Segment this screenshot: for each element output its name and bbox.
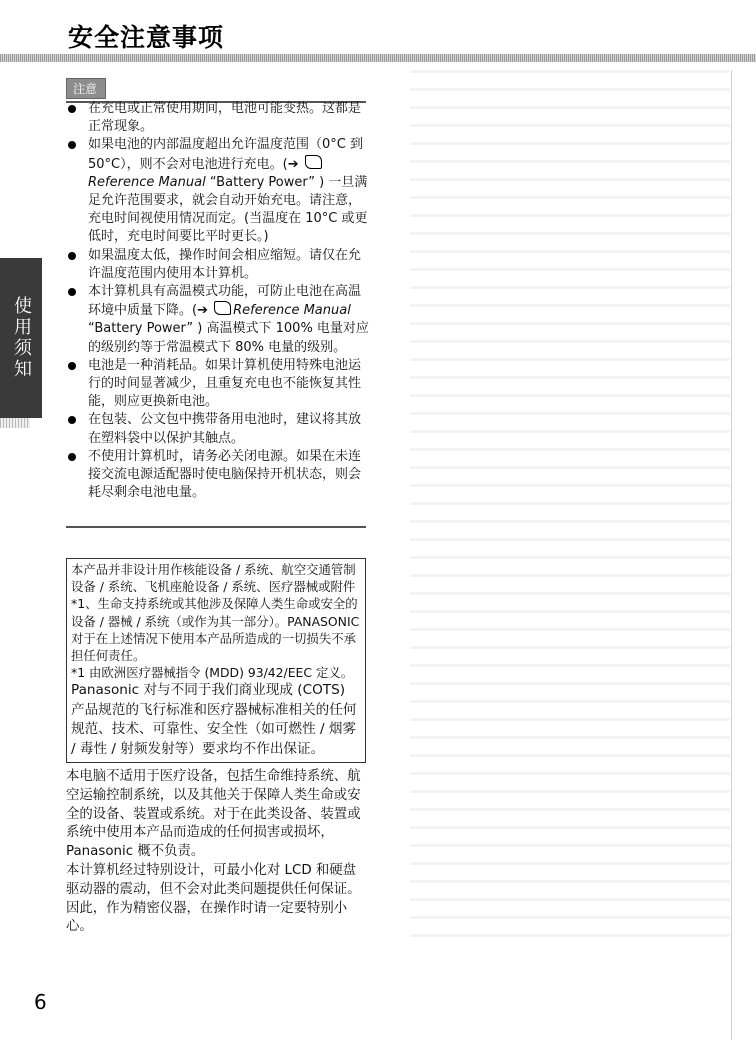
bullet-icon [68,288,76,296]
bullet-icon [68,105,76,113]
manual-book-icon [214,301,231,315]
bullet-icon [68,416,76,424]
caution-item-text: 在包装、公文包中携带备用电池时，建议将其放在塑料袋中以保护其触点。 [88,412,362,446]
caution-item-text: “Battery Power” ) 高温模式下 100% 电量对应的级别约等于常温模式下 80% 电量的级别。 [88,321,369,355]
side-section-label: 使用须知 [11,296,32,380]
caution-item [66,357,370,412]
body-text [66,768,366,937]
page-number: 6 [34,990,47,1014]
caution-item-text: 如果电池的内部温度超出允许温度范围（0°C 到 50°C），则不会对电池进行充电。(➔ [88,137,363,172]
notice-footnote: *1 由欧洲医疗器械指令 (MDD) 93/42/EEC 定义。 [71,665,354,681]
side-tab-decoration [0,418,30,428]
reference-manual-link: Reference Manual [88,174,206,190]
caution-list [66,100,370,502]
body-paragraph: 本电脑不适用于医疗设备，包括生命维持系统、航空运输控制系统，以及其他关于保障人类生命或安全的设备、装置或系统。对于在此类设备、装置或系统中使用本产品而造成的任何损害或损坏，Panasonic 概不负责。 [66,769,361,860]
title-divider [0,54,756,62]
page-edge-line [731,70,732,1040]
notice-paragraph: 本产品并非设计用作核能设备 / 系统、航空交通管制设备 / 系统、飞机座舱设备 / 系统、医疗器械或附件 *1、生命支持系统或其他涉及保障人类生命或安全的设备 / 器械 / 系统（或作为其一部分）。PANASONIC 对于在上述情况下使用本产品所造成的一切损失不承担任何责任。 [71,562,360,664]
bleed-through-background [410,70,730,950]
caution-item-text: 不使用计算机时，请务必关闭电源。如果在未连接交流电源适配器时使电脑保持开机状态，则会耗尽剩余电池电量。 [88,448,362,501]
caution-item-text: 电池是一种消耗品。如果计算机使用特殊电池运行的时间显著减少，且重复充电也不能恢复其性能，则应更换新电池。 [88,357,362,410]
page-title: 安全注意事项 [68,23,225,52]
caution-item [66,100,370,136]
bullet-icon [68,252,76,260]
bullet-icon [68,141,76,149]
body-paragraph: 本计算机经过特别设计，可最小化对 LCD 和硬盘驱动器的震动，但不会对此类问题提供任何保证。因此，作为精密仪器，在操作时请一定要特别小心。 [66,862,361,935]
caution-item-text: 在充电或正常使用期间，电池可能变热。这都是正常现象。 [88,101,362,135]
caution-item-text: 如果温度太低，操作时间会相应缩短。请仅在允许温度范围内使用本计算机。 [88,247,362,281]
caution-item [66,283,370,357]
notice-paragraph: Panasonic 对与不同于我们商业现成 (COTS) 产品规范的飞行标准和医疗器械标准相关的任何规范、技术、可靠性、安全性（如可燃性 / 烟雾 / 毒性 / 射频发射等）要求均不作出保证。 [71,682,357,757]
caution-item [66,136,370,246]
caution-item-text: 本计算机具有高温模式功能，可防止电池在高温环境中质量下降。(➔ [88,284,362,319]
caution-item-text: “Battery Power” ) 一旦满足允许范围要求，就会自动开始充电。请注意，充电时间视使用情况而定。(当温度在 10°C 或更低时，充电时间要比平时更长。) [88,174,368,245]
side-section-tab [0,258,42,418]
manual-book-icon [305,155,322,169]
bullet-icon [68,453,76,461]
caution-item [66,411,370,447]
caution-bottom-rule [66,526,366,528]
bullet-icon [68,362,76,370]
reference-manual-link: Reference Manual [233,303,351,319]
caution-item [66,247,370,283]
caution-item [66,448,370,503]
caution-badge: 注意 [66,78,106,99]
liability-notice-box [66,558,366,763]
